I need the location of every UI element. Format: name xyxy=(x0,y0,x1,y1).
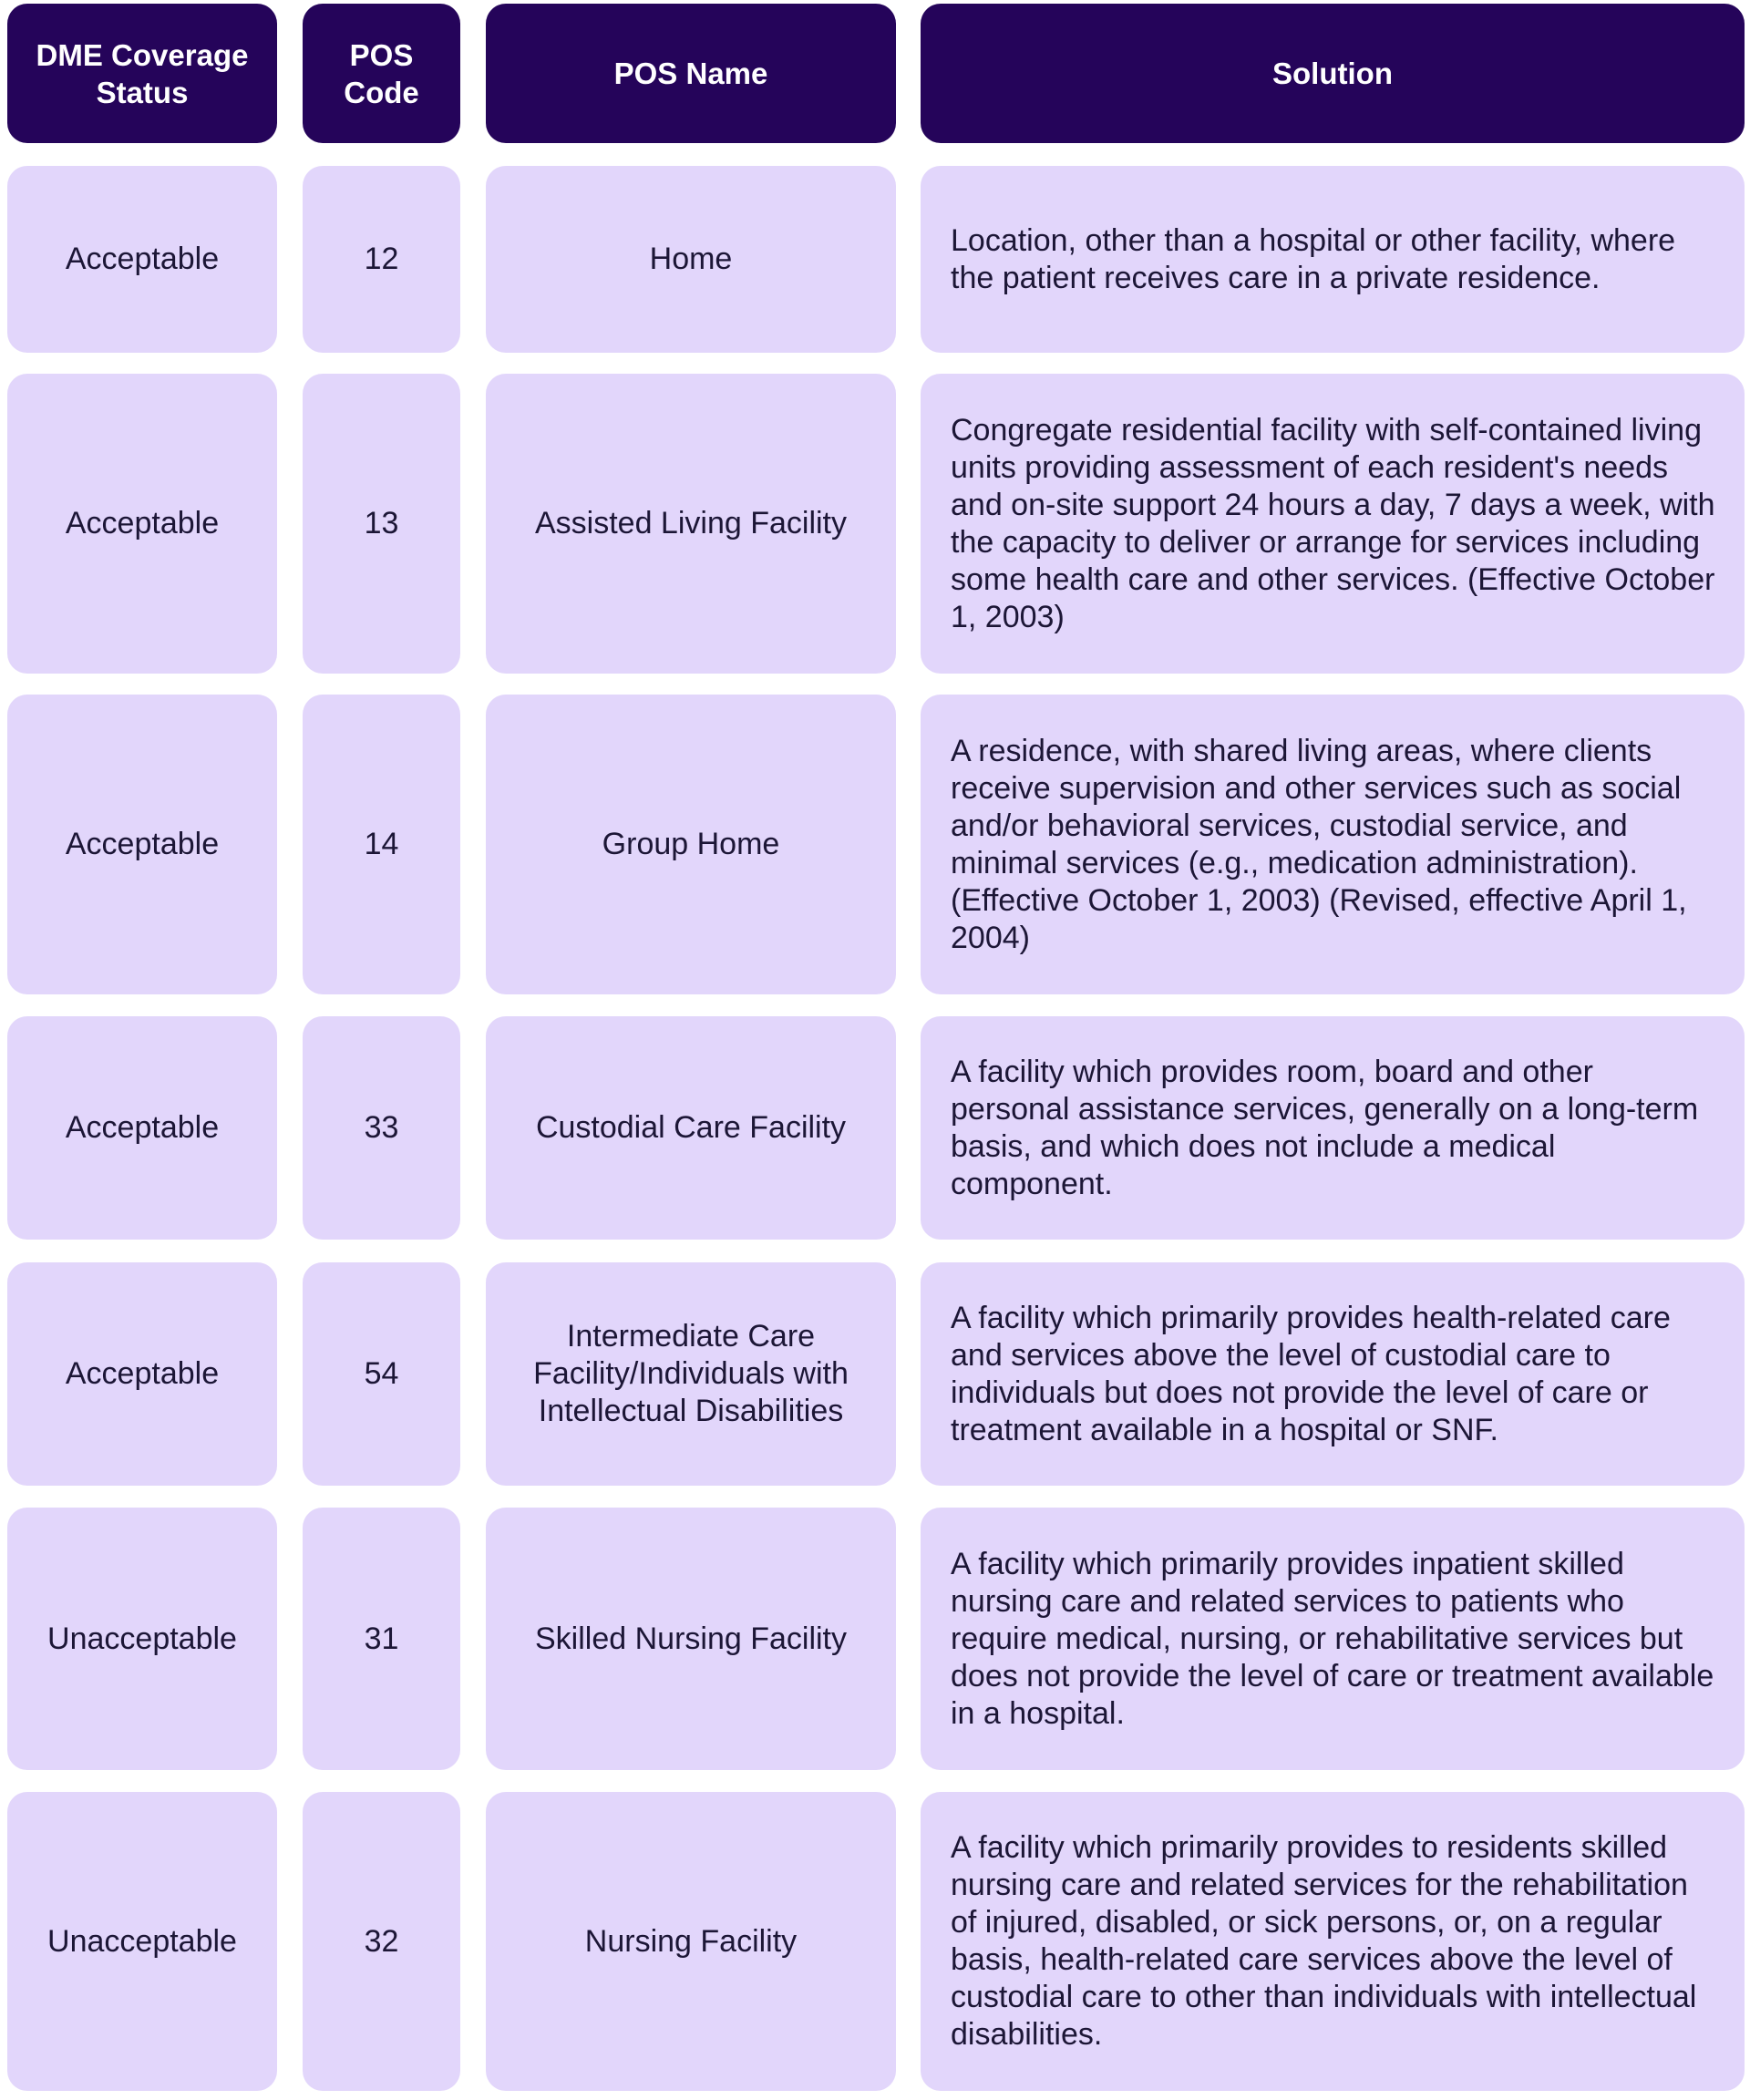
solution-text: A residence, with shared living areas, where clients receive supervision and other services such as social and/or behavioral services, custodial service, and minimal services (e.g., medication administration). (Effective October 1, 2003) (Revised, effective April 1, 2004) xyxy=(951,733,1687,955)
row-4-name xyxy=(486,1016,896,1240)
row-5-solution xyxy=(921,1262,1745,1486)
name-text: Skilled Nursing Facility xyxy=(535,1621,847,1656)
code-text: 13 xyxy=(364,506,399,540)
code-text: 33 xyxy=(364,1110,399,1145)
name-text: Custodial Care Facility xyxy=(535,1110,847,1145)
row-4-solution xyxy=(921,1016,1745,1240)
status-text: Unacceptable xyxy=(47,1621,237,1656)
row-1-solution xyxy=(921,166,1745,353)
header-status xyxy=(7,4,277,143)
name-text: Home xyxy=(649,242,733,276)
header-code-label: POS Code xyxy=(344,37,419,109)
header-status-label: DME Coverage Status xyxy=(36,37,249,109)
code-text: 12 xyxy=(364,242,399,276)
row-7-solution xyxy=(921,1792,1745,2091)
row-3-name xyxy=(486,695,896,994)
header-name-label: POS Name xyxy=(613,57,768,90)
row-2-solution xyxy=(921,374,1745,674)
solution-text: A facility which primarily provides to residents skilled nursing care and related services for the rehabilitation of injured, disabled, or sick persons, or, on a regular basis, health-related care services above the level of custodial care to other than individuals with intellectual disabilities. xyxy=(951,1830,1697,2052)
row-6-status xyxy=(7,1508,277,1770)
solution-text: Congregate residential facility with self-contained living units providing assessment of each resident's needs and on-site support 24 hours a day, 7 days a week, with the capacity to deliver or arrange for services including some health care and other services. (Effective October 1, 2003) xyxy=(951,412,1715,634)
row-3-code xyxy=(303,695,460,994)
row-2-code xyxy=(303,374,460,674)
row-7-code xyxy=(303,1792,460,2091)
header-solution xyxy=(921,4,1745,143)
code-text: 32 xyxy=(364,1923,399,1959)
row-6-code xyxy=(303,1508,460,1770)
header-name xyxy=(486,4,896,143)
status-text: Acceptable xyxy=(65,1356,220,1391)
code-text: 31 xyxy=(364,1621,399,1656)
solution-text: A facility which primarily provides inpatient skilled nursing care and related services to patients who require medical, nursing, or rehabilitative services but does not provide the level of care or treatment available in a hospital. xyxy=(951,1546,1714,1731)
name-text: Group Home xyxy=(602,827,780,861)
solution-text: A facility which provides room, board and other personal assistance services, generally on a long-term basis, and which does not include a medical component. xyxy=(951,1054,1699,1201)
row-2-status xyxy=(7,374,277,674)
name-text: Assisted Living Facility xyxy=(534,506,847,540)
row-5-name xyxy=(486,1262,896,1486)
solution-text: A facility which primarily provides health-related care and services above the level of custodial care to individuals but does not provide the level of care or treatment available in a hospital or SNF. xyxy=(951,1300,1671,1447)
status-text: Acceptable xyxy=(65,827,220,861)
row-3-solution xyxy=(921,695,1745,994)
status-text: Acceptable xyxy=(65,242,220,276)
header-code xyxy=(303,4,460,143)
row-7-status xyxy=(7,1792,277,2091)
name-text: Nursing Facility xyxy=(584,1923,798,1959)
row-6-name xyxy=(486,1508,896,1770)
status-text: Unacceptable xyxy=(47,1923,237,1959)
row-1-status xyxy=(7,166,277,353)
row-4-code xyxy=(303,1016,460,1240)
row-5-status xyxy=(7,1262,277,1486)
row-2-name xyxy=(486,374,896,674)
status-text: Acceptable xyxy=(65,1110,220,1145)
row-1-name xyxy=(486,166,896,353)
header-solution-label: Solution xyxy=(1272,57,1393,90)
solution-text: Location, other than a hospital or other facility, where the patient receives care in a private residence. xyxy=(951,222,1676,295)
name-text: Intermediate Care Facility/Individuals with Intellectual Disabilities xyxy=(533,1319,849,1428)
row-4-status xyxy=(7,1016,277,1240)
row-7-name xyxy=(486,1792,896,2091)
code-text: 54 xyxy=(364,1356,399,1391)
row-5-code xyxy=(303,1262,460,1486)
row-3-status xyxy=(7,695,277,994)
row-1-code xyxy=(303,166,460,353)
row-6-solution xyxy=(921,1508,1745,1770)
code-text: 14 xyxy=(364,827,399,861)
status-text: Acceptable xyxy=(65,506,220,540)
